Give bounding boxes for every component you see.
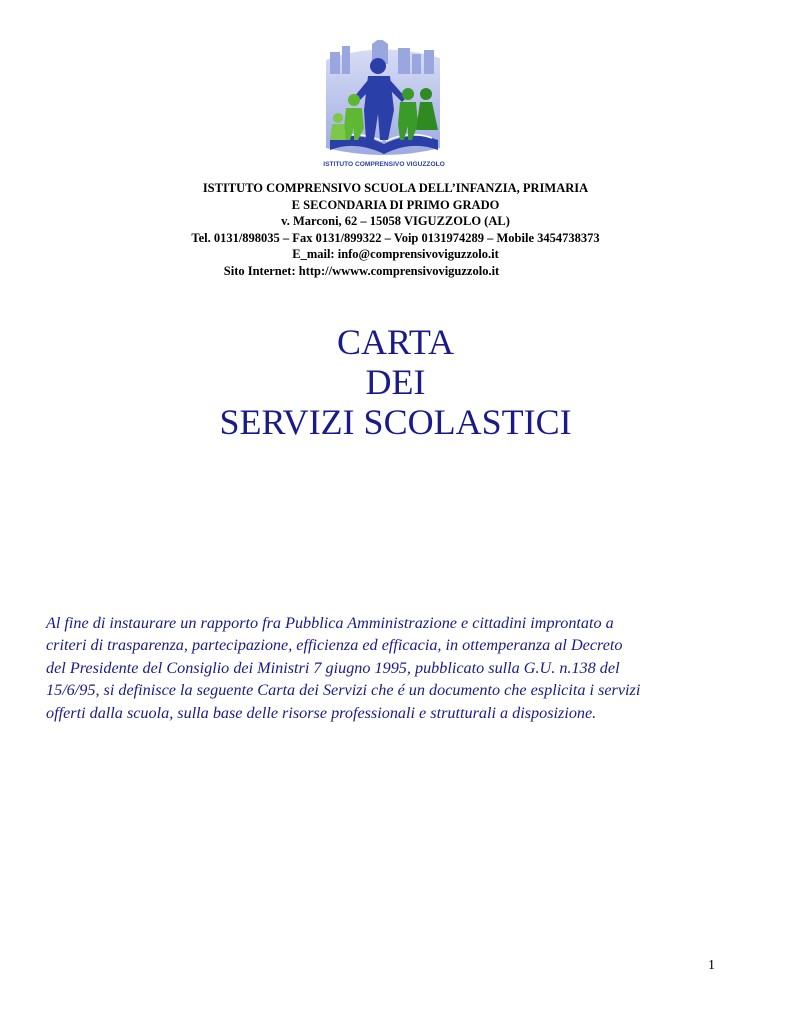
title-line1: CARTA — [337, 322, 454, 362]
page-number: 1 — [708, 958, 715, 973]
intro-line: del Presidente del Consiglio dei Ministri 7 giugno 1995, pubblicato sulla G.U. n.138 del — [46, 658, 620, 677]
logo-caption: ISTITUTO COMPRENSIVO VIGUZZOLO — [323, 161, 445, 168]
institute-name-line2: E SECONDARIA DI PRIMO GRADO — [291, 197, 500, 212]
intro-line: 15/6/95, si definisce la seguente Carta dei Servizi che é un documento che esplicita i servizi — [46, 681, 641, 700]
institute-header — [0, 180, 791, 280]
school-logo — [320, 40, 448, 170]
institute-address: v. Marconi, 62 – 15058 VIGUZZOLO (AL) — [281, 214, 510, 229]
institute-website: Sito Internet: http://wwww.comprensivoviguzzolo.it — [223, 263, 500, 278]
intro-paragraph — [46, 612, 746, 724]
intro-line: Al fine di instaurare un rapporto fra Pubblica Amministrazione e cittadini improntato a — [46, 614, 614, 632]
intro-line: offerti dalla scuola, sulla base delle risorse professionali e strutturali a disposizione. — [46, 703, 597, 722]
school-family-logo-icon — [320, 40, 448, 170]
title-line2: DEI — [365, 362, 426, 402]
title-line3: SERVIZI SCOLASTICI — [219, 402, 572, 442]
institute-phones: Tel. 0131/898035 – Fax 0131/899322 – Voip 0131974289 – Mobile 3454738373 — [191, 230, 600, 245]
institute-name-line1: ISTITUTO COMPRENSIVO SCUOLA DELL’INFANZIA, PRIMARIA — [202, 181, 589, 195]
intro-line: criteri di trasparenza, partecipazione, efficienza ed efficacia, in ottemperanza al Decreto — [46, 636, 623, 655]
document-title — [0, 322, 791, 442]
institute-email: E_mail: info@comprensivoviguzzolo.it — [292, 247, 499, 262]
